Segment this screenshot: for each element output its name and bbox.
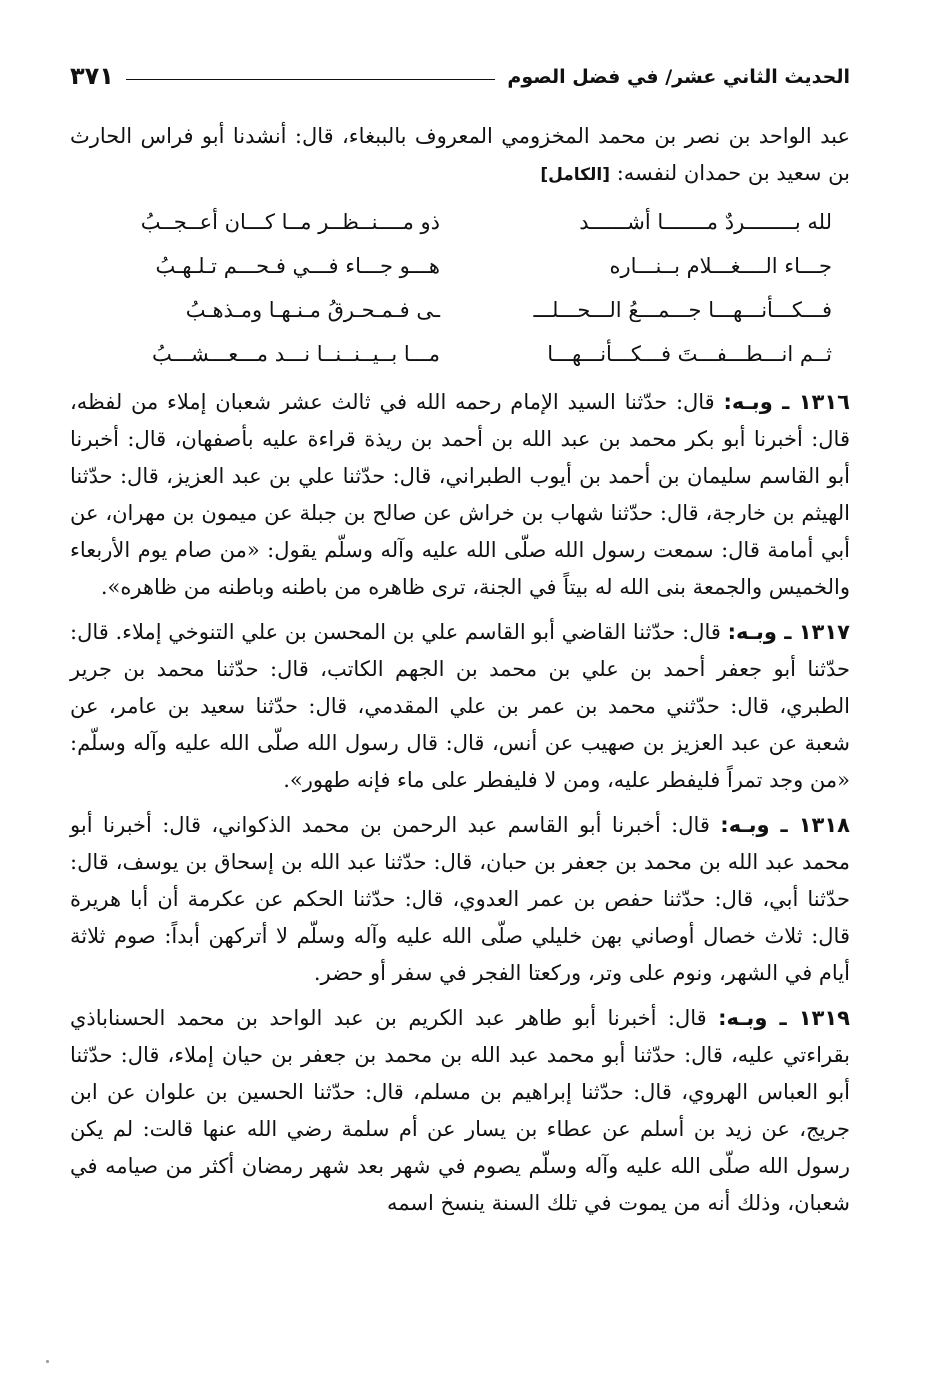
meter-label: [الكامل] [540,165,611,185]
hadith-paragraph [70,614,850,799]
verse-second-hemistich: ـى فـمـحـرقُ مـنـهـا ومـذهـبُ [185,298,440,322]
hadith-number: ١٣١٧ ـ وبـه: [727,620,850,644]
hadith-number: ١٣١٨ ـ وبـه: [720,813,850,837]
poem-verse [70,244,850,288]
hadith-text: قال: حدّثنا السيد الإمام رحمه الله في ثالث عشر شعبان إملاء من لفظه، قال: أخبرنا أبو بكر محمد بن عبد الله بن أحمد بن ريذة قراءة عليه بأصفهان، قال: أخبرنا أبو القاسم سليمان بن أحمد بن أيوب الطبراني، قال: حدّثنا علي بن عبد العزيز، قال: حدّثنا الهيثم بن خارجة، قال: حدّثنا شهاب بن خراش عن صالح بن جبلة عن ميمون بن مهران، عن أبي أمامة قال: سمعت رسول الله صلّى الله عليه وآله وسلّم يقول: «من صام يوم الأربعاء والخميس والجمعة بنى الله له بيتاً في الجنة، ترى ظاهره من باطنه وباطنه من ظاهره». [70,390,850,599]
verse-second-hemistich: ذو مــــنــظــر مــا كـــان أعــجــبُ [140,210,440,234]
page-header [70,50,850,92]
header-rule [126,79,495,80]
hadith-number: ١٣١٦ ـ وبـه: [723,390,850,414]
verse-second-hemistich: هـــو جـــاء فـــي فـحـــم تـلـهـبُ [155,254,440,278]
page-body [70,118,850,1222]
verse-first-hemistich: جـــاء الــــغـــلام بــنـــاره [609,254,832,278]
hadith-text: قال: حدّثنا القاضي أبو القاسم علي بن المحسن بن علي التنوخي إملاء. قال: حدّثنا أبو جعفر أحمد بن علي بن محمد بن الجهم الكاتب، قال: حدّثنا محمد بن جرير الطبري، قال: حدّثني محمد بن عمر بن علي المقدمي، قال: حدّثنا سعيد بن عامر، عن شعبة عن عبد العزيز بن صهيب عن أنس، قال: قال رسول الله صلّى الله عليه وآله وسلّم: «من وجد تمراً فليفطر عليه، ومن لا فليفطر على ماء فإنه طهور». [70,620,850,792]
hadith-text: قال: أخبرنا أبو القاسم عبد الرحمن بن محمد الذكواني، قال: أخبرنا أبو محمد عبد الله بن محمد بن جعفر بن حبان، قال: حدّثنا عبد الله بن إسحاق بن يوسف، قال: حدّثنا أبي، قال: حدّثنا حفص بن عمر العدوي، قال: حدّثنا الحكم عن عكرمة أن أبا هريرة قال: ثلاث خصال أوصاني بهن خليلي صلّى الله عليه وآله وسلّم لا أتركهن أبداً: صوم ثلاثة أيام في الشهر، ونوم على وتر، وركعتا الفجر في سفر أو حضر. [70,813,850,985]
verse-first-hemistich: لله بــــــــردٌ مـــــــا أشــــــد [579,210,832,234]
poem-verse [70,288,850,332]
scan-speck [46,1360,49,1363]
running-title: الحديث الثاني عشر/ في فضل الصوم [507,66,850,88]
hadith-text: قال: أخبرنا أبو طاهر عبد الكريم بن عبد الواحد بن محمد الحسناباذي بقراءتي عليه، قال: حدّثنا أبو محمد عبد الله بن محمد بن جعفر بن حيان إملاء، قال: حدّثنا أبو العباس الهروي، قال: حدّثنا إبراهيم بن مسلم، قال: حدّثنا الحسين بن علوان عن ابن جريج، عن زيد بن أسلم عن عطاء بن يسار عن أم سلمة رضي الله عنها قالت: لم يكن رسول الله صلّى الله عليه وآله وسلّم يصوم في شهر بعد شهر رمضان أكثر من صيامه في شعبان، وذلك أنه من يموت في تلك السنة ينسخ اسمه [70,1006,850,1215]
hadith-paragraph [70,384,850,606]
hadith-paragraph [70,1000,850,1222]
book-page [70,50,850,1350]
poem-verse [70,332,850,376]
poem-verse [70,200,850,244]
page-number: ٣٧١ [70,62,114,90]
poem [70,200,850,376]
hadith-paragraph [70,807,850,992]
intro-paragraph [70,118,850,194]
hadith-number: ١٣١٩ ـ وبـه: [718,1006,850,1030]
verse-second-hemistich: مـــا بــيــنــنــا نـــد مـــعـــشـــبُ [151,342,440,366]
intro-text: عبد الواحد بن نصر بن محمد المخزومي المعروف بالببغاء، قال: أنشدنا أبو فراس الحارث بن سعيد بن حمدان لنفسه: [70,124,850,185]
verse-first-hemistich: فـــكـــأنـــهـــا جـــمـــعُ الـــحـــلـــ [533,298,832,322]
verse-first-hemistich: ثــم انـــطـــفـــتَ فـــكـــأنـــهـــا [547,342,832,366]
